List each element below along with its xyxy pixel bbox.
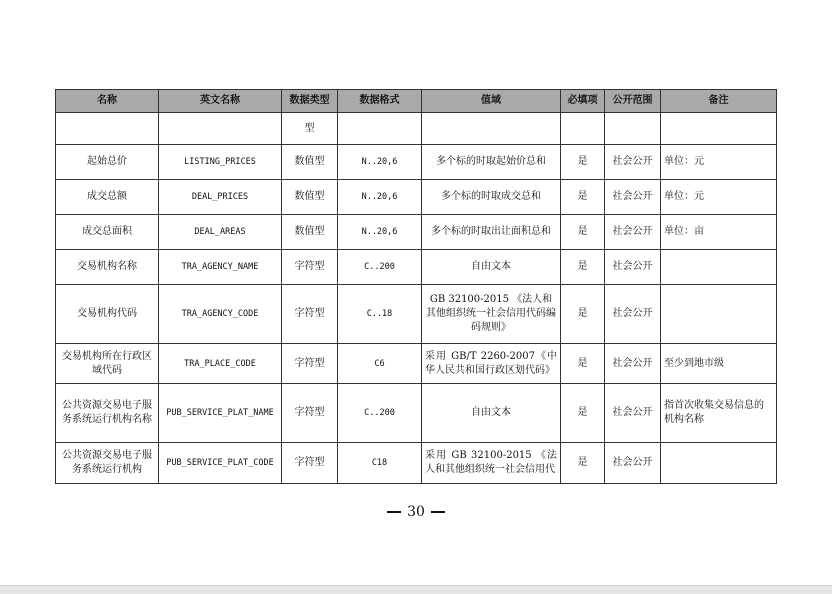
cell-type: 字符型 xyxy=(282,250,338,285)
cell-note xyxy=(661,285,777,344)
cell-scope xyxy=(605,113,661,145)
header-english-name: 英文名称 xyxy=(159,90,282,113)
table-row xyxy=(56,285,777,344)
cell-english-name xyxy=(159,113,282,145)
cell-note: 指首次收集交易信息的机构名称 xyxy=(661,384,777,443)
data-element-table xyxy=(55,89,777,484)
header-name: 名称 xyxy=(56,90,159,113)
cell-domain: 采用 GB 32100-2015 《法人和其他组织统一社会信用代 xyxy=(422,443,561,484)
cell-format: C6 xyxy=(338,344,422,384)
cell-format: C18 xyxy=(338,443,422,484)
table-row xyxy=(56,215,777,250)
cell-type: 字符型 xyxy=(282,384,338,443)
cell-required: 是 xyxy=(561,344,605,384)
cell-english-name: PUB_SERVICE_PLAT_CODE xyxy=(159,443,282,484)
cell-note: 至少到地市级 xyxy=(661,344,777,384)
cell-english-name: TRA_PLACE_CODE xyxy=(159,344,282,384)
table-row xyxy=(56,443,777,484)
page-number-value: 30 xyxy=(407,504,425,520)
dash-right xyxy=(431,511,445,513)
cell-note: 单位：元 xyxy=(661,180,777,215)
header-data-format: 数据格式 xyxy=(338,90,422,113)
cell-scope: 社会公开 xyxy=(605,145,661,180)
cell-name: 起始总价 xyxy=(56,145,159,180)
cell-domain: 采用 GB/T 2260-2007《中华人民共和国行政区划代码》 xyxy=(422,344,561,384)
cell-english-name: PUB_SERVICE_PLAT_NAME xyxy=(159,384,282,443)
page-number xyxy=(0,504,832,520)
header-remarks: 备注 xyxy=(661,90,777,113)
cell-english-name: DEAL_AREAS xyxy=(159,215,282,250)
table-row xyxy=(56,344,777,384)
header-data-type: 数据类型 xyxy=(282,90,338,113)
header-public-scope: 公开范围 xyxy=(605,90,661,113)
table-header-row xyxy=(56,90,777,113)
cell-domain: 多个标的时取起始价总和 xyxy=(422,145,561,180)
cell-note xyxy=(661,113,777,145)
dash-left xyxy=(387,511,401,513)
cell-type-continuation: 型 xyxy=(282,113,338,145)
cell-format: C..18 xyxy=(338,285,422,344)
cell-name xyxy=(56,113,159,145)
cell-note xyxy=(661,443,777,484)
cell-english-name: TRA_AGENCY_NAME xyxy=(159,250,282,285)
cell-domain: 多个标的时取成交总和 xyxy=(422,180,561,215)
cell-scope: 社会公开 xyxy=(605,180,661,215)
cell-english-name: DEAL_PRICES xyxy=(159,180,282,215)
cell-required: 是 xyxy=(561,145,605,180)
cell-domain xyxy=(422,113,561,145)
cell-format: C..200 xyxy=(338,250,422,285)
cell-scope: 社会公开 xyxy=(605,443,661,484)
cell-name: 公共资源交易电子服务系统运行机构 xyxy=(56,443,159,484)
table-row xyxy=(56,384,777,443)
cell-name: 交易机构代码 xyxy=(56,285,159,344)
cell-name: 公共资源交易电子服务系统运行机构名称 xyxy=(56,384,159,443)
cell-required: 是 xyxy=(561,250,605,285)
cell-domain: 多个标的时取出让面积总和 xyxy=(422,215,561,250)
cell-name: 成交总额 xyxy=(56,180,159,215)
cell-required: 是 xyxy=(561,285,605,344)
cell-format: N..20,6 xyxy=(338,180,422,215)
cell-type: 数值型 xyxy=(282,145,338,180)
cell-name: 成交总面积 xyxy=(56,215,159,250)
cell-scope: 社会公开 xyxy=(605,250,661,285)
cell-type: 字符型 xyxy=(282,285,338,344)
cell-required: 是 xyxy=(561,443,605,484)
cell-scope: 社会公开 xyxy=(605,384,661,443)
cell-note: 单位：元 xyxy=(661,145,777,180)
cell-english-name: TRA_AGENCY_CODE xyxy=(159,285,282,344)
cell-domain: 自由文本 xyxy=(422,384,561,443)
cell-format: C..200 xyxy=(338,384,422,443)
cell-note xyxy=(661,250,777,285)
continuation-row xyxy=(56,113,777,145)
cell-type: 数值型 xyxy=(282,215,338,250)
cell-required: 是 xyxy=(561,180,605,215)
cell-type: 数值型 xyxy=(282,180,338,215)
cell-english-name: LISTING_PRICES xyxy=(159,145,282,180)
table-row xyxy=(56,250,777,285)
header-value-domain: 值域 xyxy=(422,90,561,113)
header-required: 必填项 xyxy=(561,90,605,113)
cell-domain: 自由文本 xyxy=(422,250,561,285)
cell-type: 字符型 xyxy=(282,443,338,484)
cell-type: 字符型 xyxy=(282,344,338,384)
cell-required: 是 xyxy=(561,215,605,250)
cell-format: N..20,6 xyxy=(338,215,422,250)
cell-name: 交易机构所在行政区域代码 xyxy=(56,344,159,384)
cell-required xyxy=(561,113,605,145)
cell-required: 是 xyxy=(561,384,605,443)
table-row xyxy=(56,145,777,180)
cell-note: 单位：亩 xyxy=(661,215,777,250)
cell-domain: GB 32100-2015 《法人和其他组织统一社会信用代码编码规则》 xyxy=(422,285,561,344)
table-row xyxy=(56,180,777,215)
cell-scope: 社会公开 xyxy=(605,285,661,344)
cell-format xyxy=(338,113,422,145)
cell-scope: 社会公开 xyxy=(605,215,661,250)
cell-format: N..20,6 xyxy=(338,145,422,180)
cell-scope: 社会公开 xyxy=(605,344,661,384)
cell-name: 交易机构名称 xyxy=(56,250,159,285)
